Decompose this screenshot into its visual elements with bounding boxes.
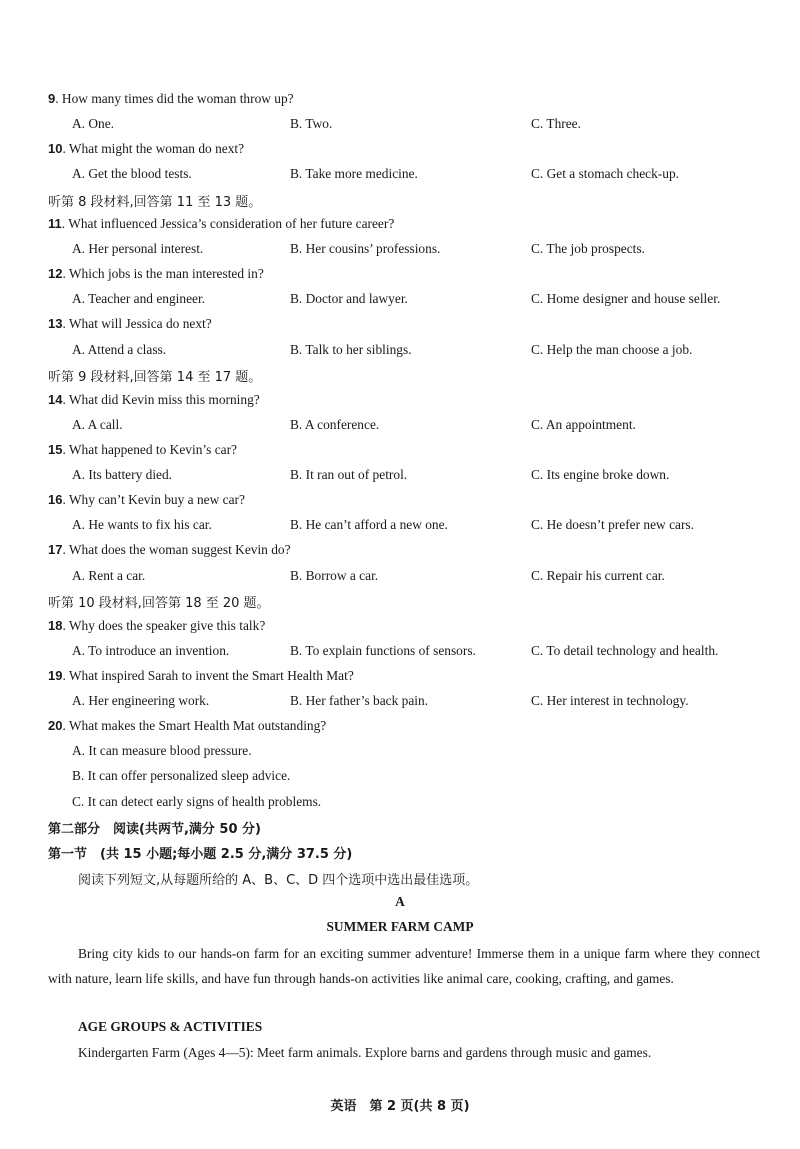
option-b: B. Borrow a car. [290, 568, 379, 583]
question-text: . What will Jessica do next? [62, 316, 212, 331]
option-b: B. Two. [290, 116, 333, 131]
option-c: C. Get a stomach check-up. [531, 166, 679, 181]
option-c: C. He doesn’t prefer new cars. [531, 517, 694, 532]
question-20 [48, 718, 326, 734]
options-12 [72, 291, 772, 311]
option-c: C. Repair his current car. [531, 568, 665, 583]
options-9 [72, 116, 772, 136]
option-b: B. Doctor and lawyer. [290, 291, 408, 306]
section-header-9: 听第 9 段材料,回答第 14 至 17 题。 [48, 370, 262, 385]
question-text: . Why does the speaker give this talk? [62, 618, 266, 633]
section-header-10: 听第 10 段材料,回答第 18 至 20 题。 [48, 596, 270, 611]
question-18 [48, 618, 265, 634]
option-a: A. Rent a car. [72, 568, 146, 583]
question-text: . Which jobs is the man interested in? [62, 266, 264, 281]
option-b: B. Talk to her siblings. [290, 342, 412, 357]
question-text: . What does the woman suggest Kevin do? [62, 542, 291, 557]
option-c: C. The job prospects. [531, 241, 645, 256]
question-14 [48, 392, 260, 408]
option-c: C. Its engine broke down. [531, 467, 670, 482]
option-a: A. Its battery died. [72, 467, 173, 482]
section1-title: 第一节 (共 15 小题;每小题 2.5 分,满分 37.5 分) [48, 847, 353, 862]
passage-intro: Bring city kids to our hands-on farm for an exciting summer adventure! Immerse them in a unique farm where they connect with nature, learn life skills, and have fun through hands-on activities like animal care, cooking, crafting, and games. [48, 946, 760, 986]
question-text: . What might the woman do next? [62, 141, 245, 156]
question-number: 18 [48, 618, 63, 633]
option-c: C. To detail technology and health. [531, 643, 719, 658]
option-b: B. Take more medicine. [290, 166, 418, 181]
option-a: A. Get the blood tests. [72, 166, 192, 181]
option-c: C. Home designer and house seller. [531, 291, 721, 306]
question-9 [48, 91, 294, 107]
option-b: B. To explain functions of sensors. [290, 643, 476, 658]
options-14 [72, 417, 772, 437]
option-a: A. A call. [72, 417, 123, 432]
question-text: . What influenced Jessica’s consideration of her future career? [61, 216, 395, 231]
question-text: . What makes the Smart Health Mat outstanding? [62, 718, 327, 733]
question-number: 17 [48, 542, 63, 557]
question-number: 12 [48, 266, 63, 281]
question-number: 19 [48, 668, 63, 683]
question-12 [48, 266, 264, 282]
options-18 [72, 643, 772, 663]
question-number: 10 [48, 141, 63, 156]
option-a: A. Her personal interest. [72, 241, 204, 256]
question-number: 11 [48, 216, 62, 231]
part2-title: 第二部分 阅读(共两节,满分 50 分) [48, 822, 261, 837]
option-a: A. To introduce an invention. [72, 643, 230, 658]
section-header-8: 听第 8 段材料,回答第 11 至 13 题。 [48, 195, 262, 210]
question-number: 15 [48, 442, 63, 457]
option-c: C. Three. [531, 116, 581, 131]
option-a: A. Teacher and engineer. [72, 291, 206, 306]
question-text: . What inspired Sarah to invent the Smart Health Mat? [62, 668, 354, 683]
passage-title: SUMMER FARM CAMP [326, 919, 474, 934]
options-19 [72, 693, 772, 713]
option-b: B. It ran out of petrol. [290, 467, 408, 482]
question-number: 13 [48, 316, 63, 331]
question-number: 20 [48, 718, 63, 733]
option-b: B. Her cousins’ professions. [290, 241, 441, 256]
options-16 [72, 517, 772, 537]
kindergarten-item: Kindergarten Farm (Ages 4—5): Meet farm animals. Explore barns and gardens through music and games. [78, 1045, 652, 1060]
question-text: . How many times did the woman throw up? [55, 91, 294, 106]
option-a: A. Attend a class. [72, 342, 167, 357]
page-footer: 英语 第 2 页(共 8 页) [330, 1099, 470, 1114]
option-c: C. Her interest in technology. [531, 693, 689, 708]
options-13 [72, 342, 772, 362]
question-number: 9 [48, 91, 56, 106]
option-a: A. Her engineering work. [72, 693, 210, 708]
question-text: . What did Kevin miss this morning? [62, 392, 260, 407]
question-number: 16 [48, 492, 63, 507]
option-c: C. An appointment. [531, 417, 636, 432]
option-b: B. It can offer personalized sleep advice. [72, 768, 291, 783]
question-10 [48, 141, 244, 157]
option-c: C. It can detect early signs of health problems. [72, 794, 322, 809]
reading-instruction: 阅读下列短文,从每题所给的 A、B、C、D 四个选项中选出最佳选项。 [78, 873, 479, 888]
option-a: A. It can measure blood pressure. [72, 743, 252, 758]
options-11 [72, 241, 772, 261]
option-b: B. Her father’s back pain. [290, 693, 429, 708]
question-text: . What happened to Kevin’s car? [62, 442, 237, 457]
option-b: B. A conference. [290, 417, 380, 432]
options-17 [72, 568, 772, 588]
question-13 [48, 316, 212, 332]
question-number: 14 [48, 392, 63, 407]
options-15 [72, 467, 772, 487]
age-groups-heading: AGE GROUPS & ACTIVITIES [78, 1019, 263, 1034]
question-19 [48, 668, 354, 684]
options-10 [72, 166, 772, 186]
option-a: A. He wants to fix his car. [72, 517, 212, 532]
passage-letter: A [395, 894, 405, 909]
option-c: C. Help the man choose a job. [531, 342, 693, 357]
question-text: . Why can’t Kevin buy a new car? [62, 492, 245, 507]
option-b: B. He can’t afford a new one. [290, 517, 448, 532]
option-a: A. One. [72, 116, 115, 131]
question-15 [48, 442, 237, 458]
question-16 [48, 492, 245, 508]
question-17 [48, 542, 291, 558]
question-11 [48, 216, 394, 232]
